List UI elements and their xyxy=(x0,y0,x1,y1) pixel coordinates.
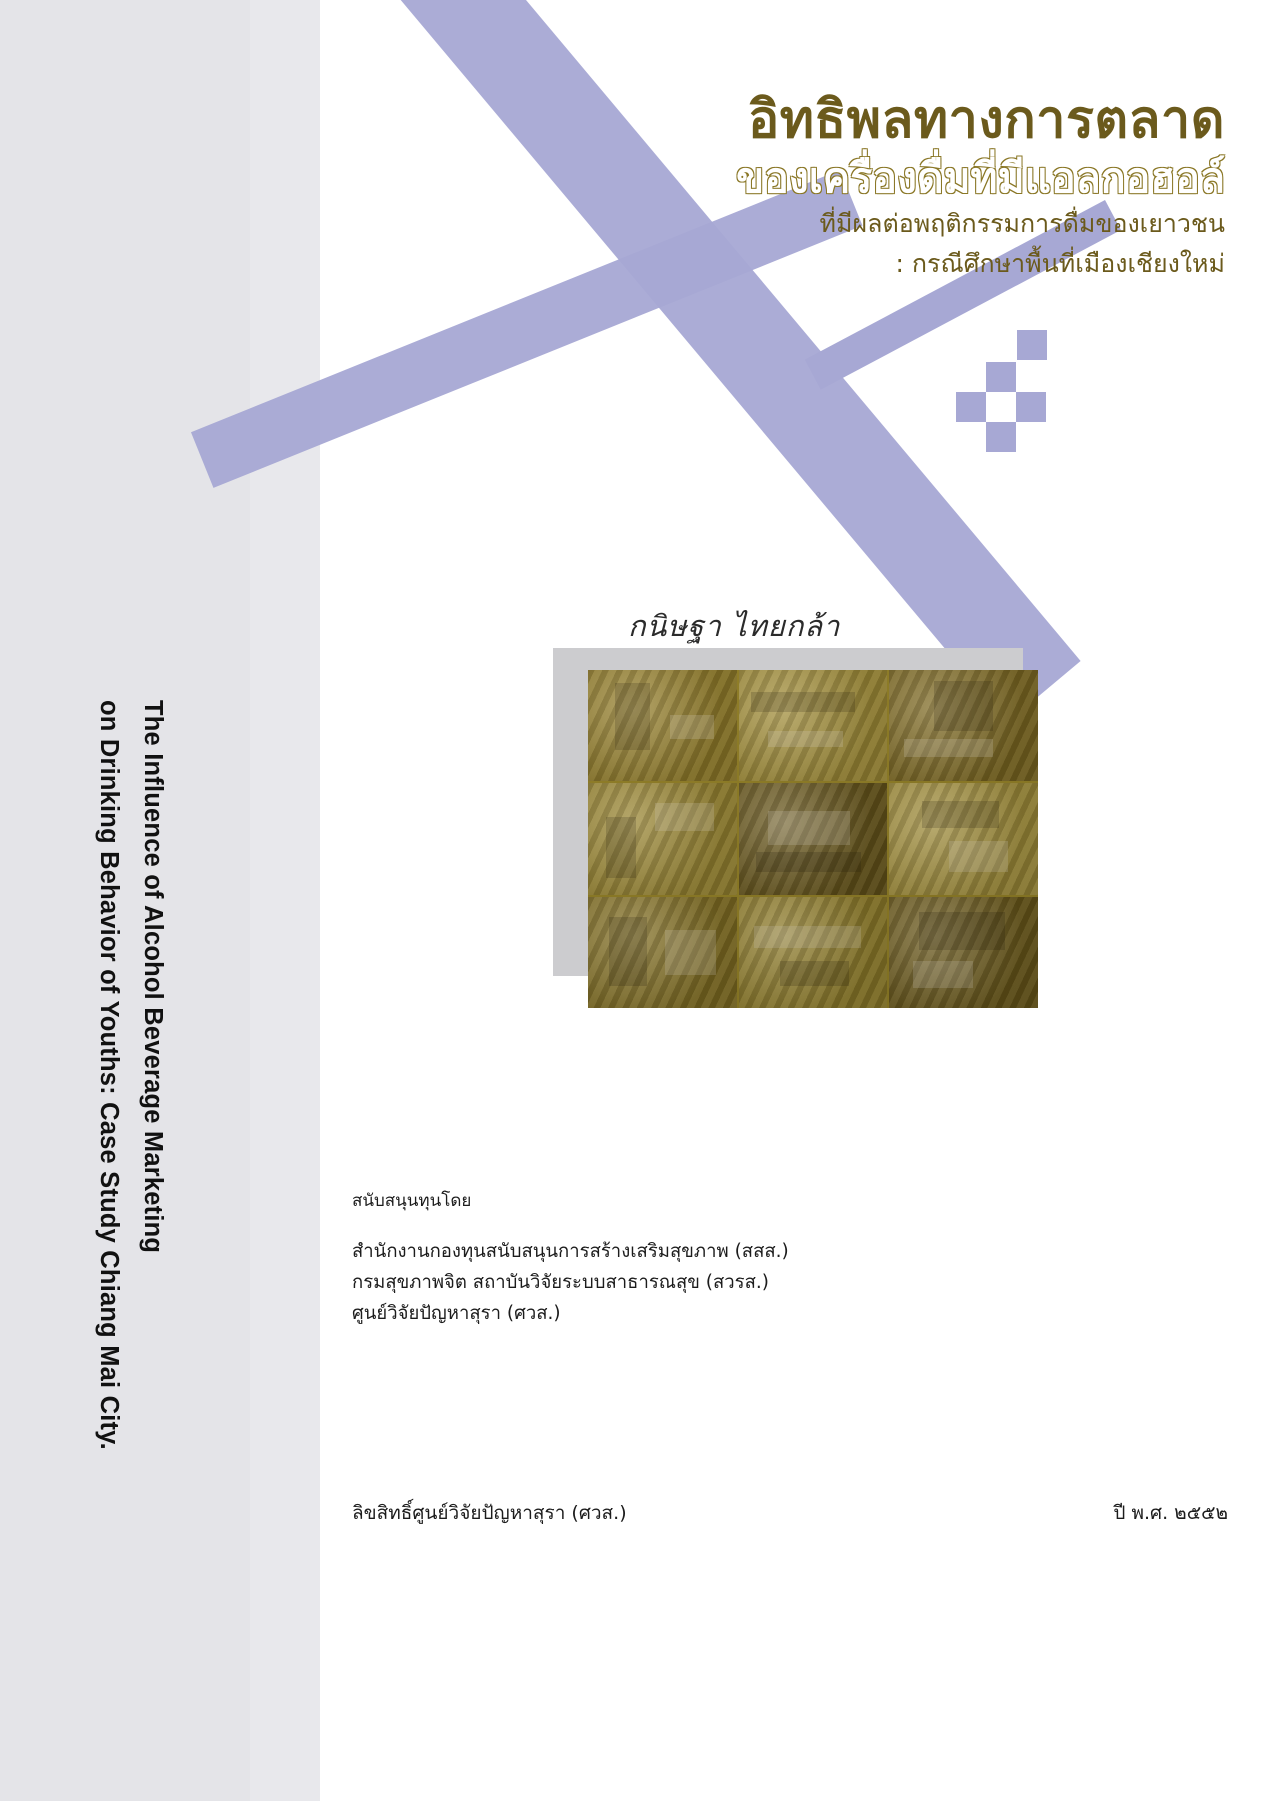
author-name: กนิษฐา ไทยกล้า xyxy=(628,609,841,643)
decorative-square xyxy=(1017,330,1047,360)
collage-cell xyxy=(588,783,737,894)
funder-item: กรมสุขภาพจิต สถาบันวิจัยระบบสาธารณสุข (สวรส.) xyxy=(352,1272,769,1293)
title-line-4: : กรณีศึกษาพื้นที่เมืองเชียงใหม่ xyxy=(895,249,1225,278)
funder-item: สำนักงานกองทุนสนับสนุนการสร้างเสริมสุขภาพ (สสส.) xyxy=(352,1241,789,1262)
spine-title-line-1: The Influence of Alcohol Beverage Marketing xyxy=(139,700,167,1254)
copyright-notice: ลิขสิทธิ์ศูนย์วิจัยปัญหาสุรา (ศวส.) xyxy=(352,1502,627,1524)
decorative-square xyxy=(986,362,1016,392)
funding-lead: สนับสนุนทุนโดย xyxy=(352,1191,472,1211)
funder-item: ศูนย์วิจัยปัญหาสุรา (ศวส.) xyxy=(352,1303,561,1324)
title-line-2: ของเครื่องดื่มที่มีแอลกอฮอล์ xyxy=(736,154,1225,202)
collage-cell xyxy=(739,897,888,1008)
spine-title-line-2: on Drinking Behavior of Youths: Case Study Chiang Mai City. xyxy=(95,700,123,1450)
collage-cell xyxy=(889,783,1038,894)
spine-band-inner xyxy=(250,0,320,1801)
decorative-square xyxy=(986,422,1016,452)
cover-title-block xyxy=(405,88,1225,284)
collage-cell xyxy=(889,670,1038,781)
publication-year: ปี พ.ศ. ๒๕๕๒ xyxy=(1113,1502,1228,1524)
decorative-square xyxy=(956,392,986,422)
cover-photo-collage xyxy=(588,670,1038,1008)
decorative-square xyxy=(1016,392,1046,422)
title-line-1: อิทธิพลทางการตลาด xyxy=(748,90,1225,150)
collage-cell xyxy=(739,670,888,781)
funding-section xyxy=(352,1187,789,1329)
collage-cell xyxy=(889,897,1038,1008)
collage-cell xyxy=(588,670,737,781)
spine-title xyxy=(85,700,175,1600)
title-line-3: ที่มีผลต่อพฤติกรรมการดื่มของเยาวชน xyxy=(819,209,1225,238)
collage-cell xyxy=(739,783,888,894)
collage-cell xyxy=(588,897,737,1008)
